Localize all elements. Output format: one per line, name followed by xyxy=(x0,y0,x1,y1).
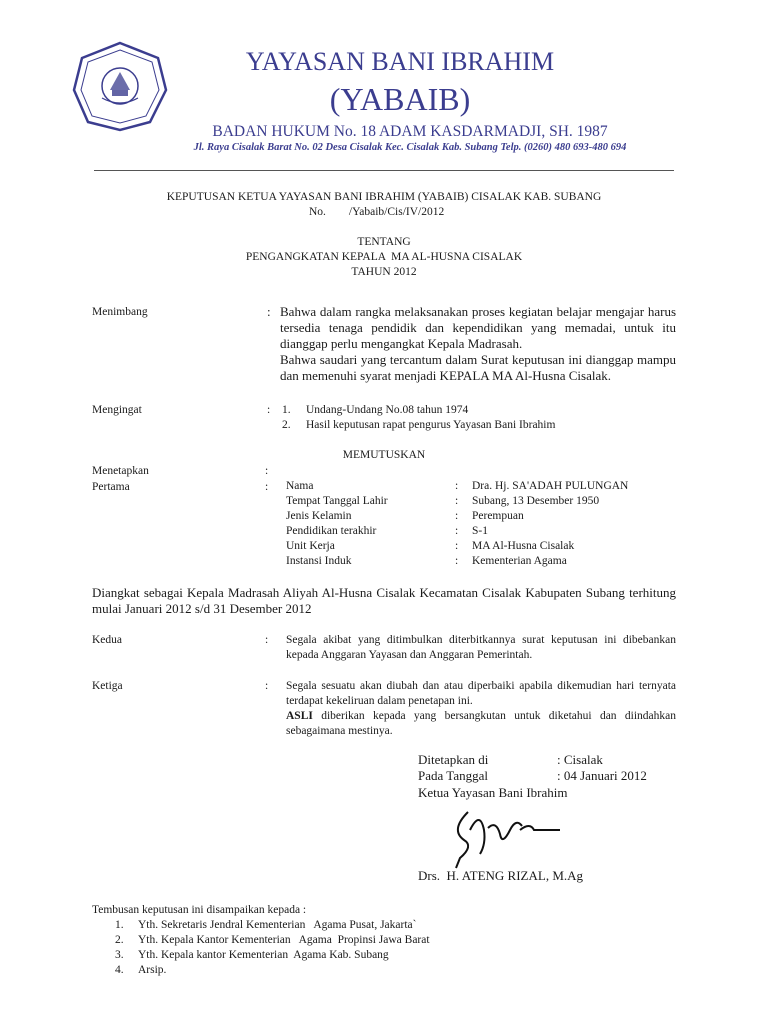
pertama-label: Pertama xyxy=(92,481,130,493)
org-address: Jl. Raya Cisalak Barat No. 02 Desa Cisalak Kec. Cisalak Kab. Subang Telp. (0260) 480 693-480 694 xyxy=(193,142,627,153)
header-divider xyxy=(94,170,674,171)
list-item-number: 2. xyxy=(282,419,291,431)
cc-item: Yth. Sekretaris Jendral Kementerian Agama Pusat, Jakarta` xyxy=(138,919,417,931)
field-label: Instansi Induk xyxy=(286,555,352,567)
ketiga-asli-paragraph xyxy=(286,709,676,739)
cc-item-number: 3. xyxy=(115,949,124,961)
cc-item-number: 4. xyxy=(115,964,124,976)
cc-intro: Tembusan keputusan ini disampaikan kepada : xyxy=(92,904,307,916)
menetapkan-label: Menetapkan xyxy=(92,465,149,477)
field-label: Nama xyxy=(286,480,314,492)
list-item-number: 1. xyxy=(282,404,291,416)
date-label: Pada Tanggal xyxy=(418,768,488,783)
foundation-logo xyxy=(70,40,170,132)
mengingat-label: Mengingat xyxy=(92,404,142,416)
field-label: Tempat Tanggal Lahir xyxy=(286,495,388,507)
cc-item-number: 2. xyxy=(115,934,124,946)
colon: : xyxy=(265,680,269,692)
colon: : xyxy=(265,465,269,477)
field-value: Dra. Hj. SA'ADAH PULUNGAN xyxy=(472,480,629,492)
field-value: Kementerian Agama xyxy=(472,555,567,567)
colon: : xyxy=(455,480,459,492)
list-item: Undang-Undang No.08 tahun 1974 xyxy=(306,404,469,416)
colon: : xyxy=(455,540,459,552)
field-value: MA Al-Husna Cisalak xyxy=(472,540,575,552)
kedua-label: Kedua xyxy=(92,634,123,646)
list-item: Hasil keputusan rapat pengurus Yayasan Bani Ibrahim xyxy=(306,419,556,431)
field-value: S-1 xyxy=(472,525,488,537)
ketiga-label: Ketiga xyxy=(92,680,123,692)
field-value: Perempuan xyxy=(472,510,524,522)
cc-item: Yth. Kepala kantor Kementerian Agama Kab. Subang xyxy=(138,949,389,961)
decree-number: No. /Yabaib/Cis/IV/2012 xyxy=(309,206,445,218)
legal-entity: BADAN HUKUM No. 18 ADAM KASDARMADJI, SH. 1987 xyxy=(212,123,608,140)
place-label: Ditetapkan di xyxy=(418,752,489,767)
asli-rest: diberikan kepada yang bersangkutan untuk diketahui dan diindahkan sebagaimana mestinya. xyxy=(286,710,676,737)
colon: : xyxy=(455,510,459,522)
asli-bold: ASLI xyxy=(286,710,313,722)
colon: : xyxy=(265,481,269,493)
place-value: : Cisalak xyxy=(557,752,603,767)
menimbang-label: Menimbang xyxy=(92,306,148,318)
date-value: : 04 Januari 2012 xyxy=(557,768,647,783)
colon: : xyxy=(265,634,269,646)
decree-title: KEPUTUSAN KETUA YAYASAN BANI IBRAHIM (YABAIB) CISALAK KAB. SUBANG xyxy=(166,191,602,203)
colon: : xyxy=(455,555,459,567)
colon: : xyxy=(267,304,271,319)
decree-year: TAHUN 2012 xyxy=(351,266,417,278)
decree-subject: PENGANGKATAN KEPALA MA AL-HUSNA CISALAK xyxy=(245,251,523,263)
menimbang-paragraph-1: Bahwa dalam rangka melaksanakan proses kegiatan belajar mengajar harus tersedia tenaga pendidik dan kependidikan yang memadai, untuk itu dianggap perlu mengangkat Kepala Madrasah. xyxy=(280,304,676,351)
cc-item: Yth. Kepala Kantor Kementerian Agama Propinsi Jawa Barat xyxy=(138,934,430,946)
cc-item-number: 1. xyxy=(115,919,124,931)
org-name: YAYASAN BANI IBRAHIM xyxy=(245,47,555,76)
colon: : xyxy=(267,404,271,416)
appointment-statement: Diangkat sebagai Kepala Madrasah Aliyah Al-Husna Cisalak Kecamatan Cisalak Kabupaten Subang terhitung mulai Januari 2012 s/d 31 Desember 2012 xyxy=(92,585,676,616)
signer-name: Drs. H. ATENG RIZAL, M.Ag xyxy=(418,868,584,883)
field-label: Unit Kerja xyxy=(286,540,335,552)
tentang-heading: TENTANG xyxy=(357,236,411,248)
colon: : xyxy=(455,525,459,537)
kedua-text: Segala akibat yang ditimbulkan diterbitkannya surat keputusan ini dibebankan kepada Anggaran Yayasan dan Anggaran Pemerintah. xyxy=(286,634,676,661)
field-label: Jenis Kelamin xyxy=(286,510,352,522)
colon: : xyxy=(455,495,459,507)
menimbang-paragraph-2: Bahwa saudari yang tercantum dalam Surat keputusan ini dianggap mampu dan memenuhi syarat menjadi KEPALA MA Al-Husna Cisalak. xyxy=(280,352,676,383)
handwritten-signature xyxy=(440,800,570,875)
org-abbr: (YABAIB) xyxy=(329,81,471,117)
ketiga-text: Segala sesuatu akan diubah dan atau diperbaiki apabila dikemudian hari ternyata terdapat kekeliruan dalam penetapan ini. xyxy=(286,680,676,707)
field-value: Subang, 13 Desember 1950 xyxy=(472,495,600,507)
memutuskan-heading: MEMUTUSKAN xyxy=(342,449,426,461)
cc-item: Arsip. xyxy=(138,964,167,976)
field-label: Pendidikan terakhir xyxy=(286,525,377,537)
signer-role: Ketua Yayasan Bani Ibrahim xyxy=(418,785,568,800)
